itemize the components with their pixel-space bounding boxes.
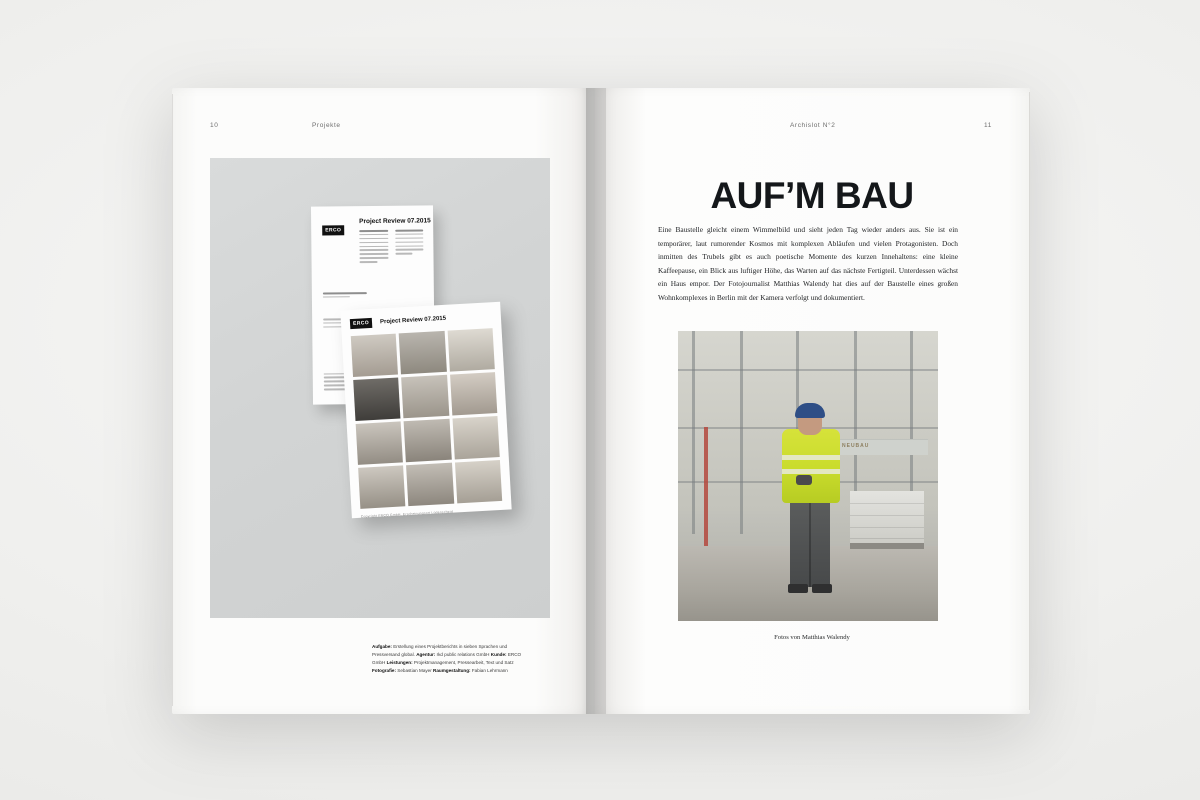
- credit-text: rkd public relations GmbH: [436, 652, 490, 658]
- letterhead-column: [359, 230, 388, 265]
- erco-logo-letterhead: ERCO: [322, 225, 344, 235]
- review-photo: [455, 460, 503, 503]
- review-header: [350, 311, 492, 329]
- page-title: AUF’M BAU: [710, 174, 914, 216]
- erco-logo-review: ERCO: [350, 318, 373, 329]
- product-photo-stage: [210, 158, 550, 618]
- credit-label: Raumgestaltung:: [433, 668, 471, 674]
- credit-label: Leistungen:: [386, 660, 413, 666]
- scaffold-pole: [740, 331, 743, 534]
- credits-block: [372, 643, 532, 675]
- letterhead-title: Project Review 07.2015: [359, 217, 431, 226]
- worker-hands: [796, 475, 812, 485]
- letterhead-columns: [359, 229, 423, 265]
- right-folio: 11: [984, 122, 992, 129]
- letterhead-address-block: [323, 292, 367, 300]
- review-photo: [404, 419, 452, 462]
- site-banner-text: NEUBAU: [842, 443, 870, 449]
- material-pallets: [850, 491, 924, 549]
- worker-shoe-left: [788, 584, 808, 593]
- review-photo: [399, 331, 447, 374]
- site-banner: [836, 439, 928, 455]
- construction-worker-photo: [678, 331, 938, 621]
- credit-text: Fabian Lehrmann: [471, 668, 508, 674]
- credit-label: Kunde:: [490, 652, 507, 658]
- credit-text: Sebastian Mayer: [397, 668, 432, 674]
- project-review-sheet: [340, 302, 511, 519]
- review-photo: [401, 375, 449, 418]
- credit-text: Projektmanagement, Pressearbeit, Text und Satz: [413, 660, 514, 666]
- review-photo: [447, 328, 495, 371]
- right-page: [594, 88, 1030, 714]
- left-folio: 10: [210, 122, 219, 129]
- worker-hi-vis-jacket: [782, 429, 840, 503]
- worker-shoe-right: [812, 584, 832, 593]
- review-photo: [353, 377, 401, 420]
- right-running-head: Archislot N°2: [790, 122, 836, 129]
- review-photo: [356, 421, 404, 464]
- left-page: [172, 88, 594, 714]
- review-photo: [358, 465, 406, 508]
- credit-label: Agentur:: [416, 652, 436, 658]
- credit-text: ERCO GmbH: [372, 652, 522, 666]
- magazine-spread: [172, 88, 1030, 714]
- worker-helmet: [795, 403, 825, 418]
- photo-credit: Fotos von Matthias Walendy: [774, 634, 850, 641]
- review-photo: [351, 334, 399, 377]
- review-photo: [452, 416, 500, 459]
- review-photo: [406, 463, 454, 506]
- lead-paragraph: Eine Baustelle gleicht einem Wimmelbild und sieht jeden Tag wieder anders aus. Sie ist ein temporärer, laut rumorender Kosmos mit komplexen Abläufen und vielen Protagonisten. Doch inmitten des Trubels gibt es auch poetische Momente des kurzen Innehaltens: eine kleine Kaffeepause, ein Blick aus luftiger Höhe, das Warten auf das nächste Fertigteil. Unterdessen wächst ein Haus empor. Der Fotojournalist Matthias Walendy hat dies auf der Baustelle eines großen Wohnkomplexes in Berlin mit der Kamera verfolgt und dokumentiert.: [658, 225, 958, 302]
- credit-label: Aufgabe:: [372, 644, 392, 649]
- review-photo: [450, 372, 498, 415]
- scaffold-rail: [678, 369, 938, 371]
- letterhead-column: [395, 229, 424, 264]
- review-caption: Copyright ERCO GmbH, Erscheinungsort Lüdenscheid: [360, 509, 453, 519]
- credit-label: Fotografie:: [372, 668, 396, 674]
- left-running-head: Projekte: [312, 122, 341, 129]
- review-title: Project Review 07.2015: [379, 315, 447, 326]
- scaffold-pole: [692, 331, 695, 534]
- left-page-edge: [172, 94, 173, 706]
- review-photo-grid: [351, 328, 502, 509]
- credit-text: Erstellung eines Projektberichts in sieben Sprachen und Pressversand global.: [372, 644, 508, 658]
- worker-legs: [790, 491, 830, 587]
